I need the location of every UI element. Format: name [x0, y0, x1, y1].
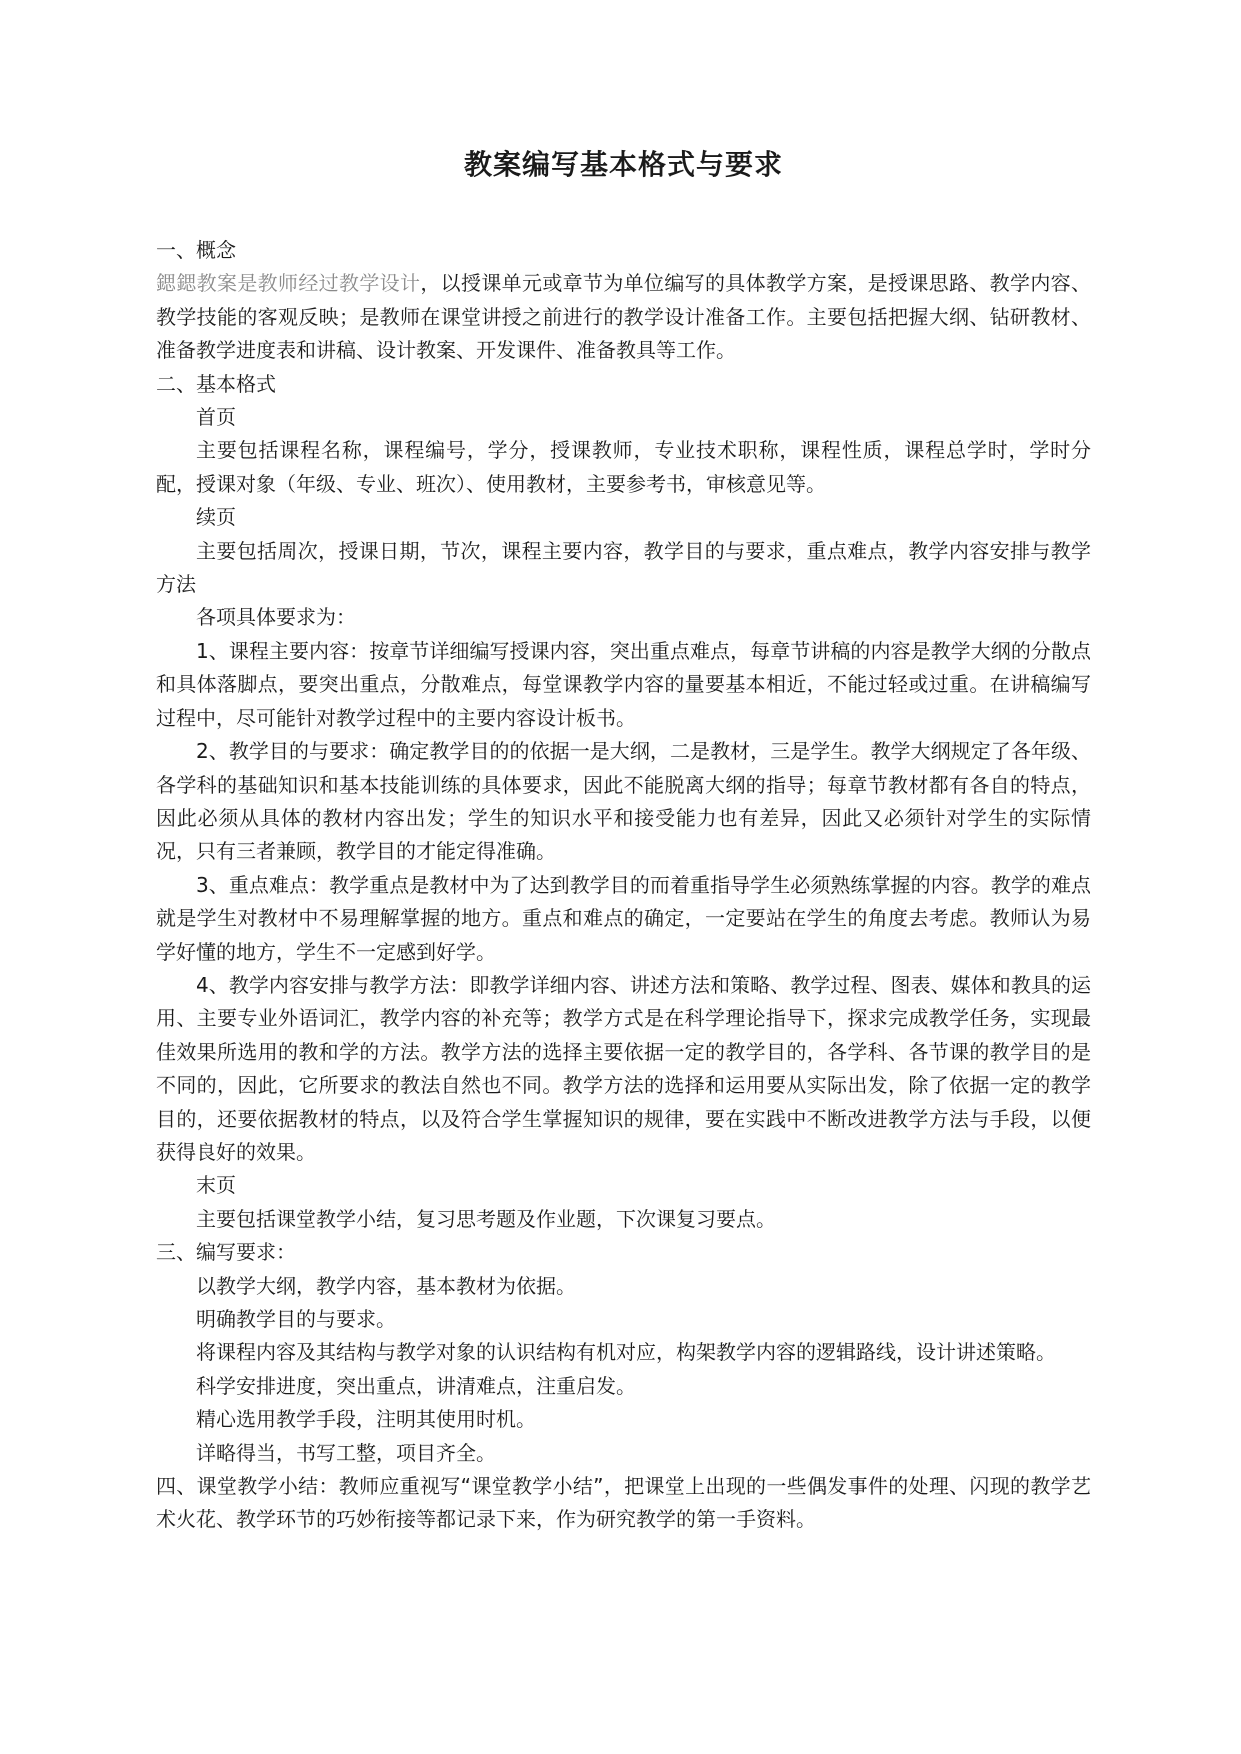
first-page-label: 首页: [196, 405, 236, 430]
faded-lead-text: 鍶鍶教案是教师经过教学设计: [156, 271, 421, 296]
writing-requirement-5: 精心选用教学手段，注明其使用时机。: [196, 1407, 536, 1432]
requirement-item-1: 1、课程主要内容：按章节详细编写授课内容，突出重点难点，每章节讲稿的内容是教学大纲的分散点和具体落脚点，要突出重点，分散难点，每堂课教学内容的量要基本相近，不能过轻或过重。在讲稿编写过程中，尽可能针对教学过程中的主要内容设计板书。: [156, 638, 1091, 730]
document-title: 教案编写基本格式与要求: [463, 148, 783, 181]
writing-requirement-1: 以教学大纲，教学内容，基本教材为依据。: [196, 1273, 576, 1298]
section-summary: 四、课堂教学小结：教师应重视写“课堂教学小结”，把课堂上出现的一些偶发事件的处理、闪现的教学艺术火花、教学环节的巧妙衔接等都记录下来，作为研究教学的第一手资料。: [156, 1474, 1091, 1532]
writing-requirement-2: 明确教学目的与要求。: [196, 1307, 396, 1331]
cont-page-text: 主要包括周次，授课日期，节次，课程主要内容，教学目的与要求，重点难点，教学内容安排与教学方法: [156, 538, 1091, 597]
requirements-intro: 各项具体要求为：: [196, 605, 356, 630]
writing-requirement-3: 将课程内容及其结构与教学对象的认识结构有机对应，构架教学内容的逻辑路线，设计讲述策略。: [196, 1340, 1056, 1365]
section-heading-format: 二、基本格式: [156, 371, 276, 396]
first-page-text: 主要包括课程名称，课程编号，学分，授课教师，专业技术职称，课程性质，课程总学时，学时分配，授课对象（年级、专业、班次）、使用教材，主要参考书，审核意见等。: [156, 438, 1091, 496]
document-body: [156, 234, 1091, 1537]
section-heading-writing: 三、编写要求：: [156, 1240, 296, 1265]
last-page-text: 主要包括课堂教学小结，复习思考题及作业题，下次课复习要点。: [196, 1206, 776, 1231]
requirement-item-2: 2、教学目的与要求：确定教学目的的依据一是大纲，二是教材，三是学生。教学大纲规定了各年级、各学科的基础知识和基本技能训练的具体要求，因此不能脱离大纲的指导；每章节教材都有各自的特点，因此必须从具体的教材内容出发；学生的知识水平和接受能力也有差异，因此又必须针对学生的实际情况，只有三者兼顾，教学目的才能定得准确。: [156, 739, 1091, 864]
section-heading-concept: 一、概念: [156, 238, 236, 262]
last-page-label: 末页: [196, 1173, 236, 1198]
requirement-item-4: 4、教学内容安排与教学方法：即教学详细内容、讲述方法和策略、教学过程、图表、媒体和教具的运用、主要专业外语词汇，教学内容的补充等；教学方式是在科学理论指导下，探求完成教学任务，实现最佳效果所选用的教和学的方法。教学方法的选择主要依据一定的教学目的，各学科、各节课的教学目的是不同的，因此，它所要求的教法自然也不同。教学方法的选择和运用要从实际出发，除了依据一定的教学目的，还要依据教材的特点，以及符合学生掌握知识的规律，要在实践中不断改进教学方法与手段，以便获得良好的效果。: [156, 972, 1091, 1164]
concept-paragraph: [156, 267, 1091, 367]
writing-requirement-4: 科学安排进度，突出重点，讲清难点，注重启发。: [196, 1373, 636, 1398]
concept-text: ，以授课单元或章节为单位编写的具体教学方案，是授课思路、教学内容、教学技能的客观反映；是教师在课堂讲授之前进行的教学设计准备工作。主要包括把握大纲、钻研教材、准备教学进度表和讲稿、设计教案、开发课件、准备教具等工作。: [156, 271, 1092, 363]
requirement-item-3: 3、重点难点：教学重点是教材中为了达到教学目的而着重指导学生必须熟练掌握的内容。教学的难点就是学生对教材中不易理解掌握的地方。重点和难点的确定，一定要站在学生的角度去考虑。教师认为易学好懂的地方，学生不一定感到好学。: [156, 872, 1091, 964]
writing-requirement-6: 详略得当，书写工整，项目齐全。: [196, 1440, 496, 1465]
cont-page-label: 续页: [196, 505, 236, 530]
